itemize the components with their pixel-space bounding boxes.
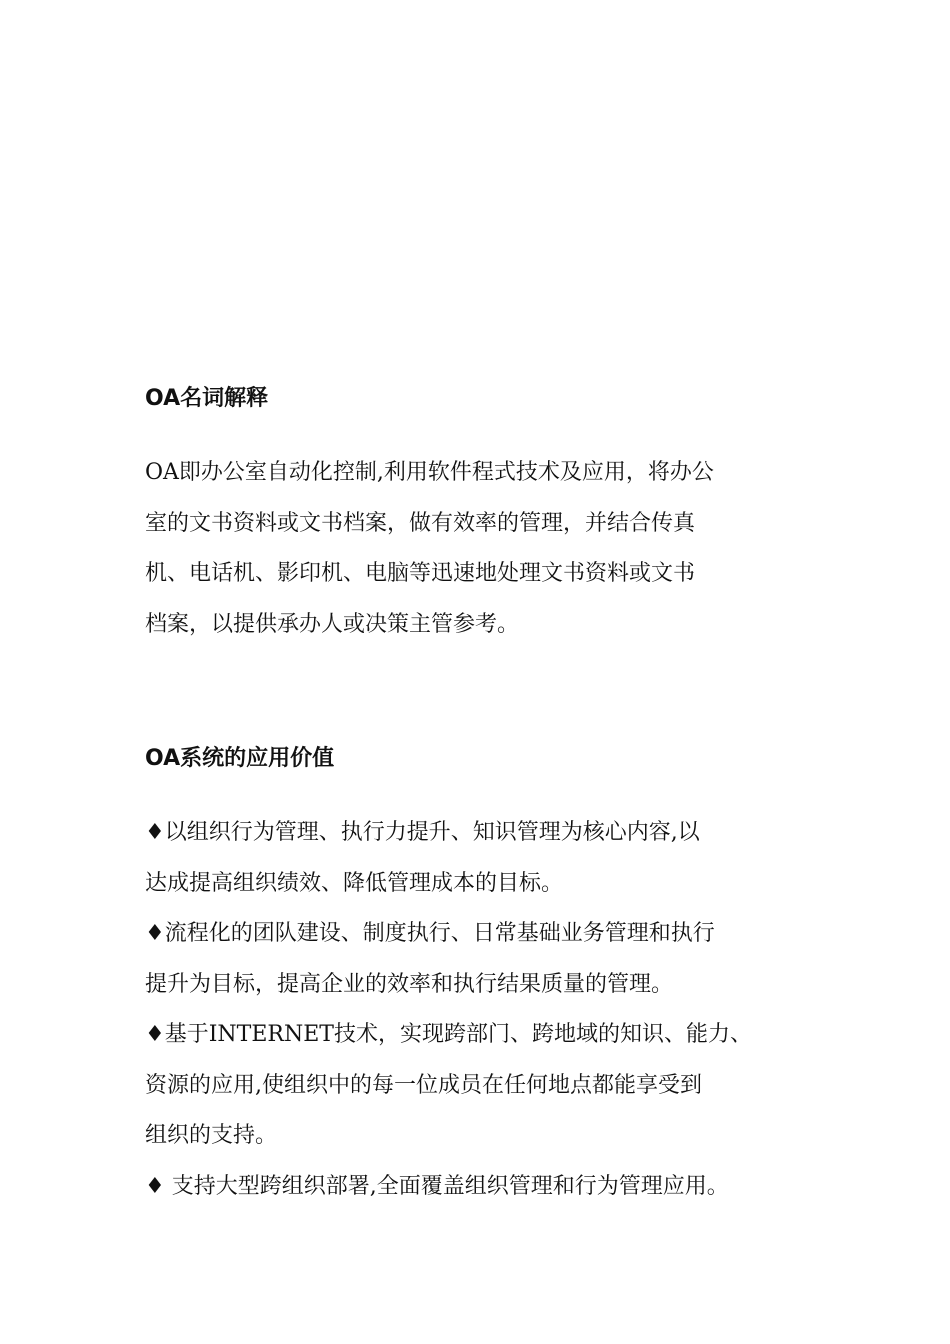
paragraph-line: 提升为目标，提高企业的效率和执行结果质量的管理。 — [145, 971, 674, 997]
paragraph-line: ♦流程化的团队建设、制度执行、日常基础业务管理和执行 — [145, 921, 715, 946]
paragraph-line: 组织的支持。 — [145, 1123, 278, 1148]
paragraph-line: ♦以组织行为管理、执行力提升、知识管理为核心内容,以 — [145, 820, 700, 845]
paragraph-line: ♦基于INTERNET技术，实现跨部门、跨地域的知识、能力、 — [145, 1022, 752, 1047]
spacer — [145, 779, 845, 808]
section-paragraph-oa-definition — [145, 448, 845, 650]
paragraph-line: 室的文书资料或文书档案，做有效率的管理，并结合传真 — [145, 510, 696, 536]
section-heading-oa-definition: OA名词解释 — [145, 386, 269, 411]
spacer — [145, 419, 845, 448]
paragraph-line: 机、电话机、影印机、电脑等迅速地处理文书资料或文书 — [145, 561, 696, 586]
paragraph-line: 档案，以提供承办人或决策主管参考。 — [145, 611, 520, 637]
section-heading-oa-value: OA系统的应用价值 — [145, 746, 335, 771]
spacer — [145, 650, 845, 739]
document-body — [145, 379, 845, 1212]
paragraph-line: ♦ 支持大型跨组织部署,全面覆盖组织管理和行为管理应用。 — [145, 1173, 729, 1199]
paragraph-line: 资源的应用,使组织中的每一位成员在任何地点都能享受到 — [145, 1072, 702, 1098]
paragraph-line: 达成提高组织绩效、降低管理成本的目标。 — [145, 870, 564, 896]
section-paragraph-oa-value — [145, 808, 845, 1212]
paragraph-line: OA即办公室自动化控制,利用软件程式技术及应用，将办公 — [145, 460, 714, 485]
